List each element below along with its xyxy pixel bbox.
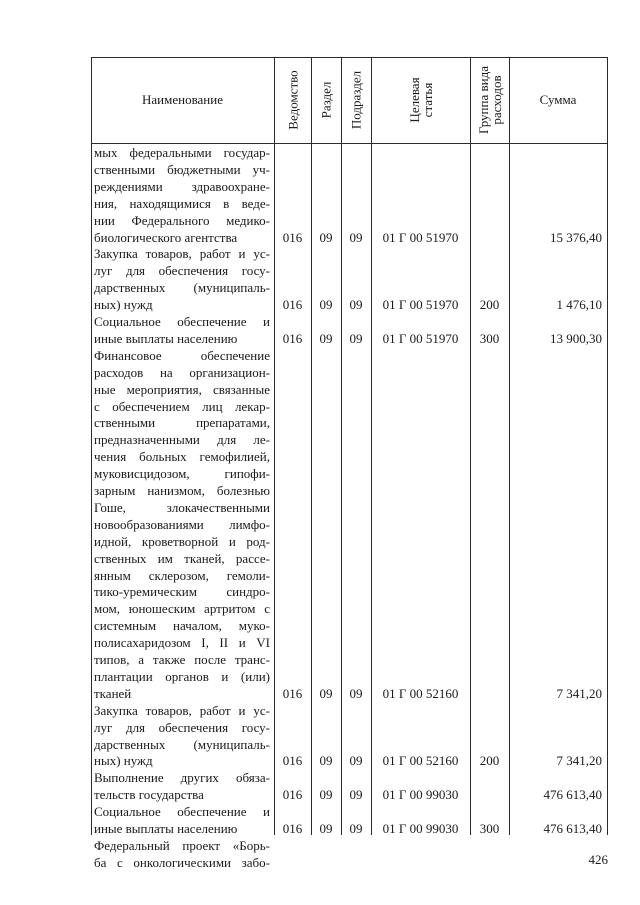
cell-summa: 1 476,10 [556, 297, 602, 313]
cell-summa: 13 900,30 [550, 330, 602, 346]
cell-celevaya: 01 Г 00 52160 [382, 753, 459, 769]
cell-celevaya: 01 Г 00 52160 [382, 685, 459, 701]
name-line: дарственных (муниципаль- [94, 736, 270, 752]
name-line: ственных им тканей, рассе- [94, 550, 270, 566]
cell-podrazdel: 09 [349, 821, 363, 836]
header-celevaya-line2: статья [419, 82, 435, 118]
cell-summa: 15 376,40 [550, 229, 602, 245]
header-gruppa-line2: расходов [488, 75, 504, 125]
cell-vedomstvo: 016 [282, 821, 303, 836]
header-name-text: Наименование [142, 92, 223, 107]
cell-summa: 7 341,20 [556, 685, 602, 701]
name-line: дарственных (муниципаль- [94, 280, 270, 296]
cell-gruppa: 300 [479, 821, 500, 836]
cell-celevaya: 01 Г 00 51970 [382, 330, 459, 346]
col-sep-gruppa [470, 57, 471, 835]
name-line: ственными препаратами, [94, 415, 270, 431]
cell-gruppa: 200 [479, 297, 500, 313]
cell-vedomstvo: 016 [282, 330, 303, 346]
col-sep-celevaya [371, 57, 372, 835]
header-gruppa-text [477, 66, 503, 134]
name-line: иные выплаты населению [94, 330, 238, 346]
cell-podrazdel: 09 [349, 685, 363, 701]
cell-vedomstvo: 016 [282, 685, 303, 701]
name-line: чения больных гемофилией, [94, 449, 270, 465]
name-line: иные выплаты населению [94, 821, 238, 836]
header-summa [509, 57, 607, 143]
name-line: Гоше, злокачественными [94, 499, 270, 515]
name-line: Социальное обеспечение и [94, 314, 270, 329]
name-line: с обеспечением лиц лекар- [94, 398, 270, 414]
name-line: тельств государства [94, 787, 204, 803]
page-number: 426 [588, 852, 608, 867]
header-vedomstvo-text: Ведомство [285, 70, 300, 130]
name-line: новообразованиями лимфо- [94, 516, 270, 532]
cell-vedomstvo: 016 [282, 297, 303, 313]
header-gruppa [470, 57, 509, 143]
name-line: Социальное обеспечение и [94, 804, 270, 820]
col-sep-vedomstvo [274, 57, 275, 835]
name-line: нии Федерального медико- [94, 212, 270, 228]
name-line: предназначенными для ле- [94, 432, 270, 448]
name-line: Федеральный проект «Борь- [94, 837, 270, 853]
col-sep-summa [509, 57, 510, 835]
name-line: луг для обеспечения госу- [94, 719, 270, 735]
cell-podrazdel: 09 [349, 787, 363, 803]
cell-podrazdel: 09 [349, 297, 363, 313]
cell-podrazdel: 09 [349, 229, 363, 245]
header-celevaya-text [408, 77, 434, 122]
name-line: ния, находящимися в веде- [94, 195, 270, 211]
cell-celevaya: 01 Г 00 51970 [382, 229, 459, 245]
header-name [91, 57, 274, 143]
name-line: муковисцидозом, гипофи- [94, 466, 270, 482]
name-line: идной, кроветворной и род- [94, 533, 270, 549]
cell-celevaya: 01 Г 00 99030 [382, 821, 459, 836]
table-border-right [607, 57, 608, 835]
name-line: ные мероприятия, связанные [94, 381, 270, 397]
name-line: мом, юношеским артритом с [94, 601, 270, 617]
col-sep-razdel [311, 57, 312, 835]
col-sep-podrazdel [341, 57, 342, 835]
header-podrazdel-text: Подраздел [348, 70, 364, 130]
header-vedomstvo [274, 57, 311, 143]
cell-summa: 476 613,40 [543, 787, 602, 803]
cell-celevaya: 01 Г 00 99030 [382, 787, 459, 803]
cell-razdel: 09 [319, 821, 333, 836]
header-gruppa-line1: Группа вида [475, 66, 491, 134]
header-celevaya-line1: Целевая [406, 77, 422, 123]
cell-celevaya: 01 Г 00 51970 [382, 297, 459, 313]
cell-razdel: 09 [319, 330, 333, 346]
name-line: ных) нужд [94, 753, 153, 769]
name-line: типов, а также после транс- [94, 652, 270, 667]
cell-vedomstvo: 016 [282, 753, 303, 769]
name-line: Закупка товаров, работ и ус- [94, 246, 270, 262]
name-line: мых федеральными государ- [94, 145, 270, 160]
name-line: ственными бюджетными уч- [94, 161, 270, 177]
name-line: плантации органов и (или) [94, 668, 270, 684]
table-border-left [91, 57, 92, 835]
name-line: Финансовое обеспечение [94, 347, 270, 363]
header-razdel-text: Раздел [318, 81, 334, 119]
cell-razdel: 09 [319, 297, 333, 313]
header-podrazdel [341, 57, 371, 143]
name-line: тканей [94, 685, 132, 701]
name-line: тико-уремическим синдро- [94, 584, 270, 600]
cell-razdel: 09 [319, 685, 333, 701]
cell-vedomstvo: 016 [282, 787, 303, 803]
name-line: луг для обеспечения госу- [94, 263, 270, 279]
name-line: ных) нужд [94, 297, 153, 313]
cell-podrazdel: 09 [349, 330, 363, 346]
cell-gruppa: 300 [479, 330, 500, 346]
cell-gruppa: 200 [479, 753, 500, 769]
name-line: зарным нанизмом, болезнью [94, 483, 270, 498]
name-line: Закупка товаров, работ и ус- [94, 702, 270, 718]
name-line: системным началом, муко- [94, 618, 270, 634]
cell-razdel: 09 [319, 229, 333, 245]
name-line: ба с онкологическими забо- [94, 854, 270, 870]
cell-razdel: 09 [319, 753, 333, 769]
cell-summa: 7 341,20 [556, 753, 602, 769]
header-razdel [311, 57, 341, 143]
header-celevaya [371, 57, 470, 143]
name-line: янным склерозом, гемоли- [94, 567, 270, 583]
cell-podrazdel: 09 [349, 753, 363, 769]
header-summa-text: Сумма [539, 92, 577, 107]
name-line: биологического агентства [94, 229, 238, 245]
name-line: полисахаридозом I, II и VI [94, 635, 270, 651]
name-line: расходов на организацион- [94, 364, 270, 380]
name-line: реждениями здравоохране- [94, 178, 270, 194]
name-line: Выполнение других обяза- [94, 770, 270, 786]
cell-vedomstvo: 016 [282, 229, 303, 245]
cell-summa: 476 613,40 [543, 821, 602, 836]
cell-razdel: 09 [319, 787, 333, 803]
